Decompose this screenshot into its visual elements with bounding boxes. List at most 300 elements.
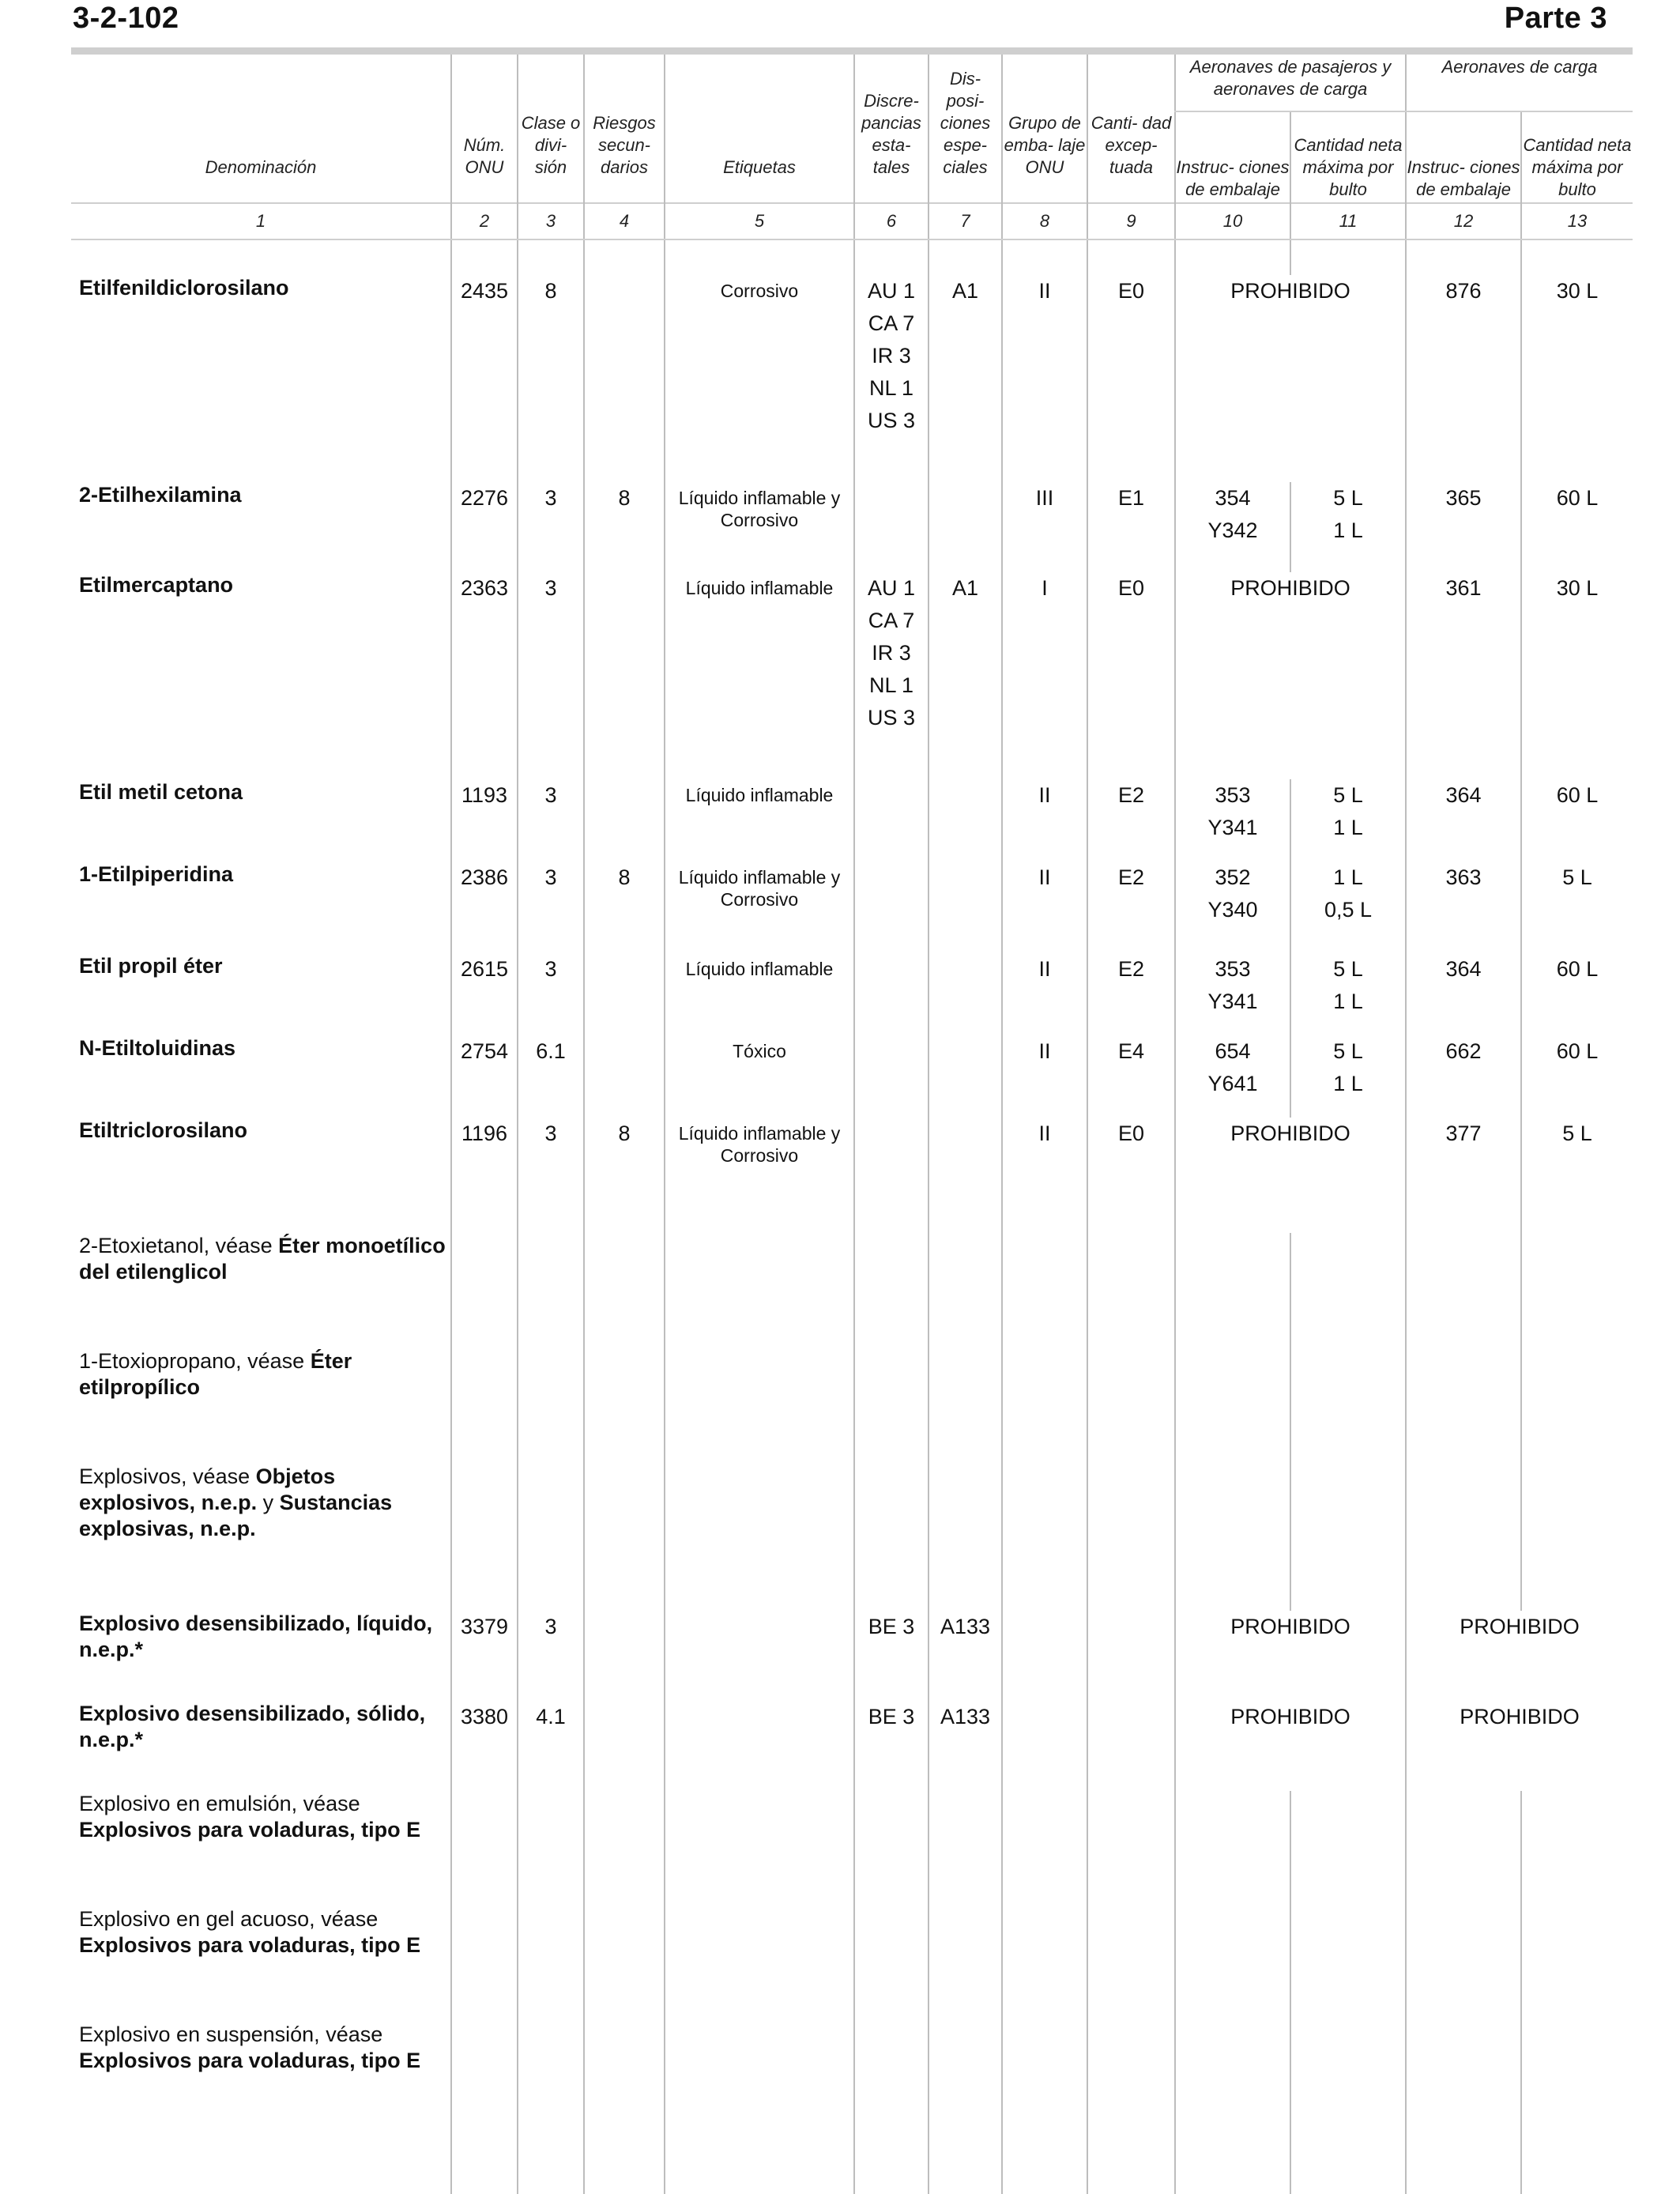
hazard-labels	[665, 572, 854, 779]
state-variations	[854, 1035, 929, 1118]
subsidiary-risk	[584, 953, 665, 1035]
subsidiary-risk-value: 8	[618, 865, 631, 889]
pax-packing-instruction	[1175, 1464, 1290, 1611]
entry-name	[71, 1233, 451, 1348]
special-provisions	[929, 779, 1002, 861]
entry-name-bold: Sustancias explosivas, n.e.p.	[79, 1491, 393, 1540]
un-number	[451, 1701, 518, 1791]
hazard-class	[518, 779, 584, 861]
un-number	[451, 1035, 518, 1118]
max-quantity-value: 1 L	[1333, 816, 1363, 839]
cargo-packing-instruction	[1406, 572, 1521, 779]
hazard-labels-value: Líquido inflamable	[685, 785, 834, 805]
hazard-labels	[665, 1118, 854, 1233]
col-header-class: Clase o divi- sión	[518, 55, 584, 203]
un-number-value: 2615	[460, 957, 509, 981]
state-variation-code: BE 3	[868, 1615, 915, 1638]
col-header-labels: Etiquetas	[665, 55, 854, 203]
state-variation-code: AU 1	[867, 576, 916, 600]
un-number	[451, 275, 518, 482]
col-header-subsidiary-risk: Riesgos secun- darios	[584, 55, 665, 203]
entry-name-bold: Explosivos para voladuras, tipo E	[79, 1818, 421, 1842]
col-header-special-provisions: Dis- posi- ciones espe- ciales	[929, 55, 1002, 203]
col-number: 2	[451, 203, 518, 239]
hazard-labels	[665, 2022, 854, 2137]
entry-name	[71, 1611, 451, 1701]
table-row	[71, 1348, 1633, 1464]
hazard-labels	[665, 779, 854, 861]
packing-instruction-value: 377	[1445, 1122, 1482, 1145]
packing-group	[1002, 482, 1087, 572]
col-number: 1	[71, 203, 451, 239]
page-header	[73, 0, 1607, 52]
cargo-packing-instruction	[1406, 1906, 1521, 2022]
pax-forbidden	[1175, 1701, 1406, 1791]
un-number-value: 2435	[460, 279, 509, 303]
packing-group-value: II	[1038, 1122, 1051, 1145]
hazard-labels	[665, 1611, 854, 1701]
pax-forbidden	[1175, 1118, 1406, 1233]
excepted-quantity-value: E2	[1117, 957, 1145, 981]
cargo-max-quantity	[1521, 482, 1633, 572]
col-number: 10	[1175, 203, 1290, 239]
cargo-packing-instruction	[1406, 482, 1521, 572]
pax-max-quantity	[1290, 1791, 1406, 1906]
hazard-class-value: 4.1	[536, 1705, 566, 1728]
entry-name-bold: Explosivo desensibilizado, líquido, n.e.p.*	[79, 1612, 433, 1661]
max-quantity-value: 5 L	[1562, 1122, 1592, 1145]
state-variations	[854, 1118, 929, 1233]
packing-group	[1002, 1035, 1087, 1118]
table-row	[71, 2022, 1633, 2137]
max-quantity-value: 5 L	[1333, 783, 1363, 807]
entry-name-bold: Explosivos para voladuras, tipo E	[79, 2049, 421, 2072]
state-variation-code: IR 3	[872, 641, 911, 665]
cargo-max-quantity	[1521, 953, 1633, 1035]
col-number: 6	[854, 203, 929, 239]
hazard-class	[518, 1906, 584, 2022]
excepted-quantity-value: E4	[1117, 1039, 1145, 1063]
excepted-quantity	[1087, 1464, 1175, 1611]
table-row	[71, 1464, 1633, 1611]
entry-name-plain: Explosivo en emulsión, véase	[79, 1792, 360, 1815]
state-variations	[854, 953, 929, 1035]
filler-cell	[1521, 2137, 1633, 2194]
pax-packing-instruction	[1175, 1348, 1290, 1464]
excepted-quantity	[1087, 1233, 1175, 1348]
cargo-max-quantity	[1521, 861, 1633, 953]
packing-group-value: II	[1038, 957, 1051, 981]
pax-packing-instruction	[1175, 1906, 1290, 2022]
max-quantity-value: 5 L	[1562, 865, 1592, 889]
cargo-max-quantity	[1521, 1906, 1633, 2022]
hazard-class	[518, 1233, 584, 1348]
un-number	[451, 1791, 518, 1906]
max-quantity-value: 1 L	[1333, 865, 1363, 889]
subsidiary-risk	[584, 275, 665, 482]
pax-max-quantity	[1290, 1233, 1406, 1348]
spacer-cell	[1002, 239, 1087, 275]
excepted-quantity	[1087, 1611, 1175, 1701]
cargo-packing-instruction	[1406, 275, 1521, 482]
group-header-passenger-aircraft: Aeronaves de pasajeros y aeronaves de carga	[1175, 55, 1406, 111]
hazard-class	[518, 275, 584, 482]
packing-group	[1002, 953, 1087, 1035]
excepted-quantity-value: E0	[1117, 1122, 1145, 1145]
cargo-max-quantity	[1521, 1464, 1633, 1611]
subsidiary-risk	[584, 482, 665, 572]
entry-name-bold: Éter etilpropílico	[79, 1349, 352, 1399]
cargo-packing-instruction	[1406, 1035, 1521, 1118]
hazard-labels	[665, 1348, 854, 1464]
packing-group-value: II	[1038, 279, 1051, 303]
excepted-quantity-value: E0	[1117, 576, 1145, 600]
pax-packing-instruction	[1175, 1233, 1290, 1348]
subsidiary-risk	[584, 861, 665, 953]
state-variation-code: US 3	[867, 409, 916, 432]
pax-max-quantity	[1290, 953, 1406, 1035]
special-provisions-value: A133	[940, 1705, 991, 1728]
state-variations	[854, 1233, 929, 1348]
hazard-class-value: 3	[544, 783, 557, 807]
table-row	[71, 1233, 1633, 1348]
col-header-state-variations: Discre- pancias esta- tales	[854, 55, 929, 203]
table-row	[71, 482, 1633, 572]
excepted-quantity	[1087, 1906, 1175, 2022]
max-quantity-value: 30 L	[1556, 279, 1599, 303]
hazard-class	[518, 1464, 584, 1611]
entry-name-bold: N-Etiltoluidinas	[79, 1036, 235, 1060]
packing-group	[1002, 2022, 1087, 2137]
subsidiary-risk	[584, 1906, 665, 2022]
packing-instruction-value: 364	[1445, 957, 1482, 981]
hazard-class	[518, 861, 584, 953]
cargo-packing-instruction	[1406, 1118, 1521, 1233]
hazard-labels	[665, 1906, 854, 2022]
col-header-denominacion: Denominación	[205, 157, 317, 177]
hazard-labels-value: Líquido inflamable	[685, 959, 834, 979]
hazard-class	[518, 1118, 584, 1233]
spacer-cell	[929, 239, 1002, 275]
forbidden-text: PROHIBIDO	[1460, 1615, 1580, 1638]
hazard-labels-value: Líquido inflamable y Corrosivo	[678, 488, 841, 530]
entry-name-bold: Explosivo desensibilizado, sólido, n.e.p.*	[79, 1702, 426, 1751]
un-number	[451, 1118, 518, 1233]
hazard-class-value: 6.1	[536, 1039, 566, 1063]
packing-instruction-value: 662	[1445, 1039, 1482, 1063]
subsidiary-risk-value: 8	[618, 1122, 631, 1145]
state-variation-code: CA 7	[868, 609, 915, 632]
state-variations	[854, 779, 929, 861]
state-variations	[854, 1906, 929, 2022]
col-header-pax-max-quantity: Cantidad neta máxima por bulto	[1290, 111, 1406, 203]
spacer-cell	[584, 239, 665, 275]
packing-group-value: III	[1035, 486, 1054, 510]
cargo-max-quantity	[1521, 1233, 1633, 1348]
entry-name-plain: 1-Etoxiopropano, véase	[79, 1349, 311, 1373]
col-header-pax-packing-instruction: Instruc- ciones de embalaje	[1175, 111, 1290, 203]
pax-max-quantity	[1290, 1464, 1406, 1611]
entry-name	[71, 1906, 451, 2022]
col-number: 9	[1087, 203, 1175, 239]
hazard-class-value: 3	[544, 1615, 557, 1638]
special-provisions	[929, 572, 1002, 779]
pax-max-quantity	[1290, 779, 1406, 861]
entry-name-bold: Etilfenildiclorosilano	[79, 276, 289, 300]
packing-instruction-value: 364	[1445, 783, 1482, 807]
subsidiary-risk	[584, 1348, 665, 1464]
pax-max-quantity	[1290, 1906, 1406, 2022]
spacer-cell	[1087, 239, 1175, 275]
excepted-quantity	[1087, 2022, 1175, 2137]
spacer-cell	[71, 239, 451, 275]
entry-name	[71, 482, 451, 572]
hazard-labels-value: Líquido inflamable	[685, 578, 834, 598]
un-number	[451, 953, 518, 1035]
un-number	[451, 1233, 518, 1348]
entry-name-bold: Éter monoetílico del etilenglicol	[79, 1234, 446, 1284]
cargo-forbidden	[1406, 1611, 1633, 1701]
spacer-cell	[1406, 239, 1521, 275]
hazard-class	[518, 482, 584, 572]
cargo-packing-instruction	[1406, 1791, 1521, 1906]
pax-packing-instruction	[1175, 1035, 1290, 1118]
cargo-max-quantity	[1521, 779, 1633, 861]
excepted-quantity-value: E2	[1117, 783, 1145, 807]
state-variation-code: NL 1	[868, 673, 914, 697]
hazard-class-value: 3	[544, 486, 557, 510]
pax-packing-instruction	[1175, 861, 1290, 953]
filler-cell	[929, 2137, 1002, 2194]
un-number-value: 3379	[460, 1615, 509, 1638]
entry-name-bold: Etilmercaptano	[79, 573, 234, 597]
un-number-value: 2363	[460, 576, 509, 600]
part-label: Parte 3	[1504, 2, 1607, 35]
filler-cell	[665, 2137, 854, 2194]
special-provisions	[929, 953, 1002, 1035]
pax-max-quantity	[1290, 861, 1406, 953]
un-number-value: 3380	[460, 1705, 509, 1728]
cargo-max-quantity	[1521, 2022, 1633, 2137]
entry-name-bold: Etil propil éter	[79, 954, 223, 978]
max-quantity-value: 5 L	[1333, 486, 1363, 510]
special-provisions	[929, 275, 1002, 482]
packing-instruction-value: Y341	[1207, 990, 1258, 1013]
hazard-labels	[665, 1701, 854, 1791]
entry-name	[71, 1035, 451, 1118]
excepted-quantity-value: E2	[1117, 865, 1145, 889]
packing-instruction-value: 654	[1215, 1039, 1251, 1063]
subsidiary-risk	[584, 572, 665, 779]
excepted-quantity	[1087, 482, 1175, 572]
excepted-quantity	[1087, 1348, 1175, 1464]
col-number: 13	[1521, 203, 1633, 239]
special-provisions	[929, 1035, 1002, 1118]
cargo-max-quantity	[1521, 1348, 1633, 1464]
special-provisions	[929, 1464, 1002, 1611]
excepted-quantity	[1087, 1035, 1175, 1118]
entry-name-plain: Explosivo en gel acuoso, véase	[79, 1907, 379, 1931]
hazard-labels	[665, 1233, 854, 1348]
packing-group	[1002, 861, 1087, 953]
state-variations	[854, 861, 929, 953]
col-header-packing-group: Grupo de emba- laje ONU	[1002, 55, 1087, 203]
packing-instruction-value: 361	[1445, 576, 1482, 600]
state-variations	[854, 1464, 929, 1611]
filler-cell	[584, 2137, 665, 2194]
un-number	[451, 572, 518, 779]
state-variation-code: BE 3	[868, 1705, 915, 1728]
subsidiary-risk	[584, 1791, 665, 1906]
pax-max-quantity	[1290, 482, 1406, 572]
hazard-class	[518, 953, 584, 1035]
packing-instruction-value: 876	[1445, 279, 1482, 303]
spacer-cell	[1175, 239, 1290, 275]
spacer-cell	[451, 239, 518, 275]
entry-name-bold: Etiltriclorosilano	[79, 1118, 248, 1142]
table-row	[71, 1906, 1633, 2022]
hazard-labels-value: Tóxico	[733, 1041, 786, 1061]
packing-group	[1002, 1611, 1087, 1701]
hazard-class-value: 3	[544, 576, 557, 600]
subsidiary-risk	[584, 1611, 665, 1701]
un-number-value: 1193	[461, 783, 508, 807]
hazard-class	[518, 1791, 584, 1906]
spacer-cell	[1290, 239, 1406, 275]
packing-instruction-value: 354	[1215, 486, 1251, 510]
un-number	[451, 1611, 518, 1701]
col-number: 5	[665, 203, 854, 239]
special-provisions	[929, 1906, 1002, 2022]
special-provisions	[929, 2022, 1002, 2137]
packing-group	[1002, 779, 1087, 861]
entry-name	[71, 861, 451, 953]
forbidden-text: PROHIBIDO	[1230, 1122, 1350, 1145]
pax-forbidden	[1175, 275, 1406, 482]
table-row	[71, 861, 1633, 953]
cargo-packing-instruction	[1406, 953, 1521, 1035]
filler-cell	[518, 2137, 584, 2194]
pax-max-quantity	[1290, 2022, 1406, 2137]
hazard-labels	[665, 1791, 854, 1906]
subsidiary-risk	[584, 1233, 665, 1348]
hazard-class	[518, 2022, 584, 2137]
entry-name-plain: Explosivos, véase	[79, 1465, 256, 1488]
max-quantity-value: 60 L	[1556, 783, 1599, 807]
spacer-row	[71, 239, 1633, 275]
hazard-labels	[665, 953, 854, 1035]
entry-name-bold: Etil metil cetona	[79, 780, 243, 804]
filler-cell	[854, 2137, 929, 2194]
state-variations	[854, 2022, 929, 2137]
excepted-quantity	[1087, 275, 1175, 482]
cargo-packing-instruction	[1406, 1464, 1521, 1611]
col-number: 12	[1406, 203, 1521, 239]
table-body	[71, 239, 1633, 2194]
subsidiary-risk-value: 8	[618, 486, 631, 510]
hazard-labels	[665, 275, 854, 482]
hazard-class-value: 3	[544, 957, 557, 981]
excepted-quantity	[1087, 1118, 1175, 1233]
packing-instruction-value: Y341	[1207, 816, 1258, 839]
special-provisions	[929, 1611, 1002, 1701]
un-number	[451, 1906, 518, 2022]
pax-max-quantity	[1290, 1348, 1406, 1464]
max-quantity-value: 60 L	[1556, 957, 1599, 981]
un-number	[451, 482, 518, 572]
special-provisions	[929, 1791, 1002, 1906]
forbidden-text: PROHIBIDO	[1230, 1615, 1350, 1638]
packing-group-value: I	[1042, 576, 1048, 600]
cargo-packing-instruction	[1406, 861, 1521, 953]
max-quantity-value: 1 L	[1333, 990, 1363, 1013]
hazard-labels-value: Corrosivo	[720, 281, 799, 301]
entry-name-plain: Explosivo en suspensión, véase	[79, 2022, 383, 2046]
packing-group-value: II	[1038, 783, 1051, 807]
hazard-class-value: 3	[544, 1122, 557, 1145]
spacer-cell	[665, 239, 854, 275]
packing-group	[1002, 1701, 1087, 1791]
packing-instruction-value: Y641	[1207, 1072, 1258, 1095]
filler-cell	[1290, 2137, 1406, 2194]
subsidiary-risk	[584, 1464, 665, 1611]
special-provisions-value: A133	[940, 1615, 991, 1638]
cargo-max-quantity	[1521, 572, 1633, 779]
table-row	[71, 1035, 1633, 1118]
excepted-quantity	[1087, 779, 1175, 861]
excepted-quantity	[1087, 953, 1175, 1035]
packing-instruction-value: 352	[1215, 865, 1251, 889]
forbidden-text: PROHIBIDO	[1230, 576, 1350, 600]
filler-cell	[1002, 2137, 1087, 2194]
filler-cell	[71, 2137, 451, 2194]
packing-instruction-value: Y342	[1207, 518, 1258, 542]
entry-name	[71, 953, 451, 1035]
special-provisions	[929, 1233, 1002, 1348]
table-row	[71, 1701, 1633, 1791]
max-quantity-value: 5 L	[1333, 1039, 1363, 1063]
un-number	[451, 861, 518, 953]
packing-group	[1002, 1233, 1087, 1348]
table-row	[71, 572, 1633, 779]
pax-packing-instruction	[1175, 953, 1290, 1035]
excepted-quantity	[1087, 861, 1175, 953]
spacer-cell	[854, 239, 929, 275]
col-number: 11	[1290, 203, 1406, 239]
hazard-class-value: 8	[544, 279, 557, 303]
spacer-cell	[518, 239, 584, 275]
max-quantity-value: 1 L	[1333, 518, 1363, 542]
un-number-value: 2754	[460, 1039, 509, 1063]
col-number: 7	[929, 203, 1002, 239]
state-variations	[854, 572, 929, 779]
entry-name	[71, 1701, 451, 1791]
special-provisions-value: A1	[951, 279, 979, 303]
entry-name-bold: 2-Etilhexilamina	[79, 483, 242, 507]
subsidiary-risk	[584, 1118, 665, 1233]
hazard-class	[518, 1611, 584, 1701]
col-header-cargo-packing-instruction: Instruc- ciones de embalaje	[1406, 111, 1521, 203]
forbidden-text: PROHIBIDO	[1460, 1705, 1580, 1728]
pax-packing-instruction	[1175, 2022, 1290, 2137]
cargo-packing-instruction	[1406, 1348, 1521, 1464]
max-quantity-value: 30 L	[1556, 576, 1599, 600]
pax-forbidden	[1175, 572, 1406, 779]
pax-packing-instruction	[1175, 779, 1290, 861]
cargo-packing-instruction	[1406, 1233, 1521, 1348]
un-number-value: 2386	[460, 865, 509, 889]
dangerous-goods-table-wrap	[71, 55, 1633, 2194]
